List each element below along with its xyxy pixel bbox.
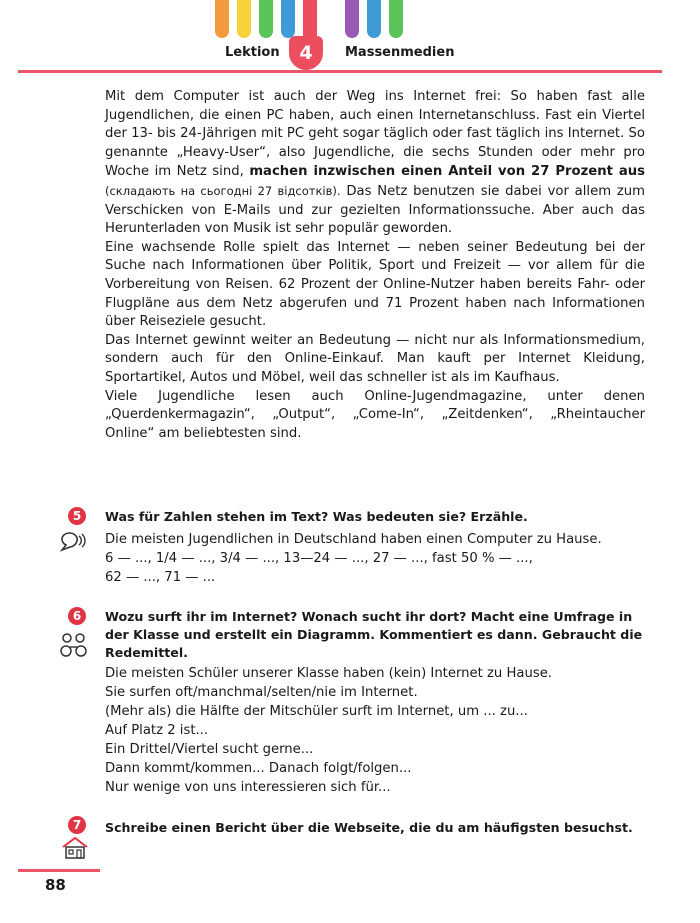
group-work-icon — [58, 632, 90, 658]
footer-rule — [18, 869, 100, 872]
lesson-number-badge: 4 — [289, 36, 323, 70]
paragraph — [105, 88, 645, 239]
translation-note: (складають на сьогодні 27 відсотків). — [105, 183, 341, 198]
tab-strip — [281, 0, 295, 38]
paragraph: Viele Jugendliche lesen auch Online-Jugendmagazine, unter denen „Querdenkermagazin“, „Output“, „Come-In“, „Zeitdenken“, „Rheintaucher Online“ am beliebtesten sind. — [105, 388, 645, 441]
text-run: Mit dem Computer ist auch der Weg ins Internet frei: So haben fast alle Jugendlichen, die einen PC haben, auch einen Internetanschluss. Fast ein Viertel der 13- bis 24-Jährigen mit PC geht sogar täglich oder fast täglich ins Internet. So genannte „Heavy-User“, also Jugendliche, die sechs Stunden oder mehr pro Woche im Netz sind, — [105, 89, 645, 180]
header-rule — [18, 70, 662, 73]
page-number: 88 — [45, 876, 66, 894]
paragraph: Eine wachsende Rolle spielt das Internet — neben seiner Bedeutung bei der Suche nach Informationen über Politik, Sport und Freizeit — vor allem für die Vorbereitung von Reisen. 62 Prozent der Online-Nutzer haben bereits Fahr- oder Flugpläne aus dem Netz abgerufen und 71 Prozent haben nach Informationen über Reiseziele gesucht. — [105, 239, 645, 330]
paragraph: Das Internet gewinnt weiter an Bedeutung — nicht nur als Informationsmedium, sondern auch für den Online-Einkauf. Man kauft per Internet Kleidung, Sportartikel, Autos und Möbel, weil das schneller ist als im Kaufhaus. — [105, 332, 645, 385]
bold-phrase: machen inzwischen einen Anteil von 27 Prozent aus — [249, 164, 645, 180]
task-5-instruction: Was für Zahlen stehen im Text? Was bedeuten sie? Erzähle. — [105, 509, 528, 524]
task-line: 62 — ..., 71 — ... — [105, 570, 216, 585]
tab-strip — [259, 0, 273, 38]
section-title: Massenmedien — [345, 45, 455, 60]
task-number-7: 7 — [68, 816, 86, 834]
color-tabs — [205, 0, 465, 40]
tab-strip — [237, 0, 251, 38]
reading-text — [105, 88, 645, 443]
redemittel-line: Dann kommt/kommen... Danach folgt/folgen... — [105, 761, 412, 776]
task-line: Die meisten Jugendlichen in Deutschland haben einen Computer zu Hause. — [105, 532, 602, 547]
task-5-body — [105, 530, 645, 587]
tab-strip — [367, 0, 381, 38]
task-number-6: 6 — [68, 607, 86, 625]
tab-strip — [389, 0, 403, 38]
speech-icon — [58, 530, 88, 554]
task-number-5: 5 — [68, 507, 86, 525]
redemittel-line: Nur wenige von uns interessieren sich für... — [105, 780, 391, 795]
redemittel-line: Ein Drittel/Viertel sucht gerne... — [105, 742, 314, 757]
redemittel-line: Sie surfen oft/manchmal/selten/nie im Internet. — [105, 685, 418, 700]
tab-strip — [215, 0, 229, 38]
redemittel-line: Auf Platz 2 ist... — [105, 723, 209, 738]
task-line: 6 — ..., 1/4 — ..., 3/4 — ..., 13—24 — ..., 27 — ..., fast 50 % — ..., — [105, 551, 533, 566]
redemittel-line: Die meisten Schüler unserer Klasse haben (kein) Internet zu Hause. — [105, 666, 552, 681]
text-run: Das Netz benutzen sie dabei vor allem zum Verschicken von E-Mails und zur gezielten Informationssuche. Aber auch das Herunterladen von Musik ist sehr populär geworden. — [105, 183, 645, 237]
task-6-redemittel — [105, 664, 645, 797]
lektion-label: Lektion — [225, 45, 280, 60]
task-6-instruction: Wozu surft ihr im Internet? Wonach sucht ihr dort? Macht eine Umfrage in der Klasse und erstellt ein Diagramm. Kommentiert es dann. Gebraucht die Redemittel. — [105, 609, 643, 661]
task-7-instruction: Schreibe einen Bericht über die Webseite, die du am häufigsten besuchst. — [105, 820, 633, 835]
tab-strip — [345, 0, 359, 38]
homework-house-icon — [60, 836, 90, 860]
redemittel-line: (Mehr als) die Hälfte der Mitschüler surft im Internet, um ... zu... — [105, 704, 528, 719]
